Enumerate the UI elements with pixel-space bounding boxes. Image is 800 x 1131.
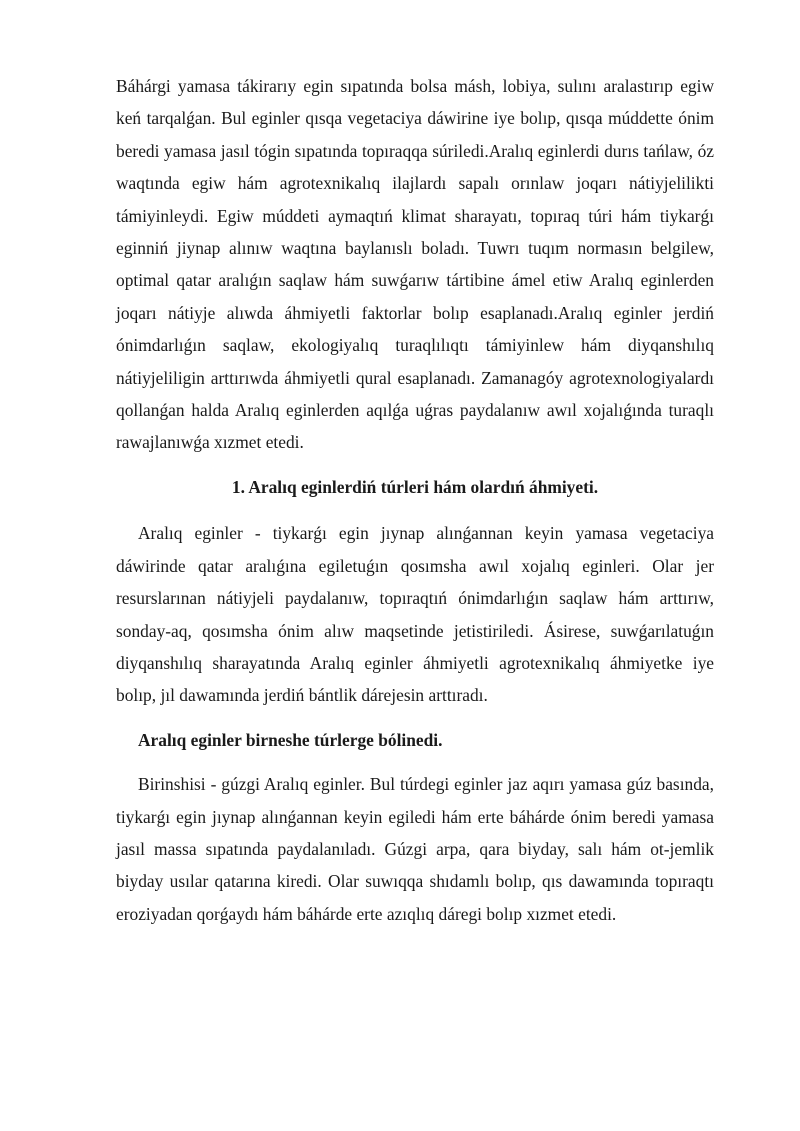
paragraph-winter-crops: Birinshisi - gúzgi Aralıq eginler. Bul túrdegi eginler jaz aqırı yamasa gúz basında, tiykarǵı egin jıynap alınǵannan keyin egiledi hám erte báhárde ónim beredi yamasa jasıl massa sıpatında paydalanıladı. Gúzgi arpa, qara biyday, salı hám ot-jemlik biyday usılar qatarına kiredi. Olar suwıqqa shıdamlı bolıp, qıs dawamında topıraqtı eroziyadan qorǵaydı hám báhárde erte azıqlıq dáregi bolıp xızmet etedi. <box>116 774 714 924</box>
section-heading: 1. Aralıq eginlerdiń túrleri hám olardıń áhmiyeti. <box>231 476 599 497</box>
paragraph-definition: Aralıq eginler - tiykarǵı egin jıynap alınǵannan keyin yamasa vegetaciya dáwirinde qatar aralıǵına egiletuǵın qosımsha awıl xojalıq eginleri. Olar jer resurslarınan nátiyjeli paydalanıw, topıraqtıń ónimdarlıǵın saqlaw hám arttırıw, sonday-aq, qosımsha ónim alıw maqsetinde jetistiriledi. Ásirese, suwǵarılatuǵın diyqanshılıq sharayatında Aralıq eginler áhmiyetli agrotexnikalıq áhmiyetke iye bolıp, jıl dawamında jerdiń bántlik dárejesin arttıradı. <box>116 523 714 706</box>
subheading: Aralıq eginler birneshe túrlerge bólinedi. <box>138 729 443 750</box>
document-page <box>116 70 714 930</box>
paragraph-intro: Báhárgi yamasa tákirarıy egin sıpatında bolsa másh, lobiya, sulını aralastırıp egiw keń tarqalǵan. Bul eginler qısqa vegetaciya dáwirine iye bolıp, qısqa múddette ónim beredi yamasa jasıl tógin sıpatında topıraqqa súriledi.Aralıq eginlerdi durıs tańlaw, óz waqtında egiw hám agrotexnikalıq ilajlardı sapalı orınlaw joqarı nátiyjelilikti támiyinleydi. Egiw múddeti aymaqtıń klimat sharayatı, topıraq túri hám tiykarǵı eginniń jiynap alınıw waqtına baylanıslı boladı. Tuwrı tuqım normasın belgilew, optimal qatar aralıǵın saqlaw hám suwǵarıw tártibine ámel etiw Aralıq eginlerden joqarı nátiyje alıwda áhmiyetli faktorlar bolıp esaplanadı.Aralıq eginler jerdiń ónimdarlıǵın saqlaw, ekologiyalıq turaqlılıqtı támiyinlew hám diyqanshılıq nátiyjeliligin arttırıwda áhmiyetli qural esaplanadı. Zamanagóy agrotexnologiyalardı qollanǵan halda Aralıq eginlerden aqılǵa uǵras paydalanıw awıl xojalıǵında turaqlı rawajlanıwǵa xızmet etedi. <box>116 76 714 453</box>
